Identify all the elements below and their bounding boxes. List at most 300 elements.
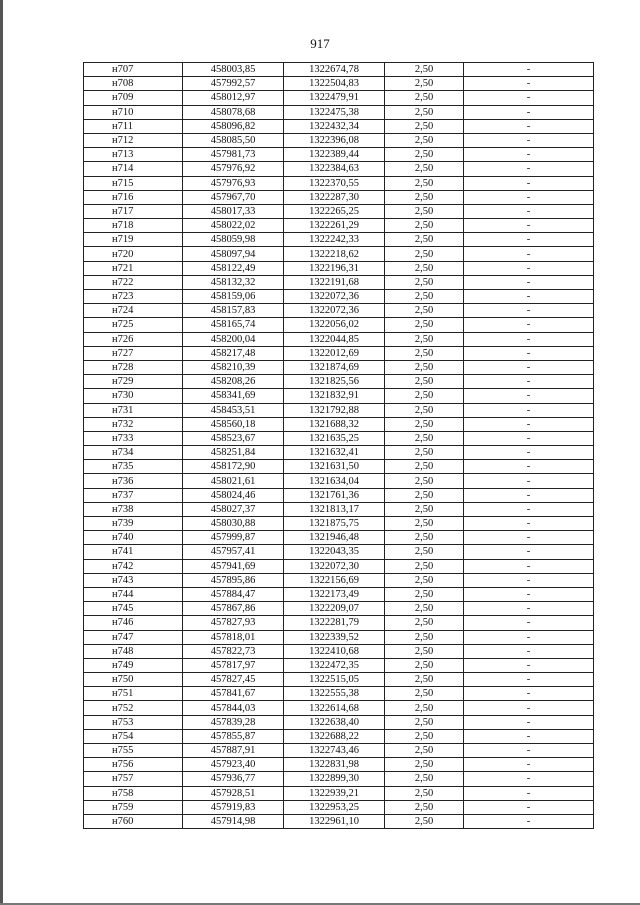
y-coordinate-cell: 1321688,32 (284, 417, 385, 431)
table-row (84, 616, 594, 630)
point-id-cell: н754 (84, 729, 183, 743)
note-cell: - (464, 502, 594, 516)
y-coordinate-cell: 1322012,69 (284, 346, 385, 360)
table-row (84, 233, 594, 247)
table-row (84, 105, 594, 119)
note-cell: - (464, 644, 594, 658)
y-coordinate-cell: 1321875,75 (284, 517, 385, 531)
error-cell: 2,50 (385, 474, 464, 488)
error-cell: 2,50 (385, 304, 464, 318)
x-coordinate-cell: 457867,86 (183, 602, 284, 616)
x-coordinate-cell: 458017,33 (183, 204, 284, 218)
note-cell: - (464, 119, 594, 133)
table-row (84, 772, 594, 786)
y-coordinate-cell: 1322515,05 (284, 673, 385, 687)
note-cell: - (464, 630, 594, 644)
table-row (84, 403, 594, 417)
table-row (84, 332, 594, 346)
note-cell: - (464, 446, 594, 460)
point-id-cell: н759 (84, 800, 183, 814)
y-coordinate-cell: 1322056,02 (284, 318, 385, 332)
point-id-cell: н720 (84, 247, 183, 261)
x-coordinate-cell: 458003,85 (183, 63, 284, 77)
y-coordinate-cell: 1322504,83 (284, 77, 385, 91)
point-id-cell: н750 (84, 673, 183, 687)
table-row (84, 431, 594, 445)
note-cell: - (464, 488, 594, 502)
y-coordinate-cell: 1322281,79 (284, 616, 385, 630)
point-id-cell: н727 (84, 346, 183, 360)
note-cell: - (464, 275, 594, 289)
x-coordinate-cell: 458078,68 (183, 105, 284, 119)
y-coordinate-cell: 1322638,40 (284, 715, 385, 729)
error-cell: 2,50 (385, 133, 464, 147)
x-coordinate-cell: 458560,18 (183, 417, 284, 431)
table-row (84, 261, 594, 275)
error-cell: 2,50 (385, 431, 464, 445)
table-row (84, 517, 594, 531)
point-id-cell: н735 (84, 460, 183, 474)
x-coordinate-cell: 457817,97 (183, 658, 284, 672)
error-cell: 2,50 (385, 673, 464, 687)
error-cell: 2,50 (385, 715, 464, 729)
x-coordinate-cell: 457941,69 (183, 559, 284, 573)
point-id-cell: н729 (84, 375, 183, 389)
note-cell: - (464, 517, 594, 531)
point-id-cell: н725 (84, 318, 183, 332)
point-id-cell: н713 (84, 148, 183, 162)
y-coordinate-cell: 1321635,25 (284, 431, 385, 445)
point-id-cell: н718 (84, 219, 183, 233)
note-cell: - (464, 290, 594, 304)
error-cell: 2,50 (385, 814, 464, 828)
note-cell: - (464, 474, 594, 488)
y-coordinate-cell: 1322953,25 (284, 800, 385, 814)
y-coordinate-cell: 1322196,31 (284, 261, 385, 275)
error-cell: 2,50 (385, 360, 464, 374)
note-cell: - (464, 460, 594, 474)
note-cell: - (464, 772, 594, 786)
y-coordinate-cell: 1322156,69 (284, 573, 385, 587)
x-coordinate-cell: 457976,92 (183, 162, 284, 176)
point-id-cell: н743 (84, 573, 183, 587)
y-coordinate-cell: 1322043,35 (284, 545, 385, 559)
table-row (84, 346, 594, 360)
x-coordinate-cell: 458157,83 (183, 304, 284, 318)
error-cell: 2,50 (385, 332, 464, 346)
x-coordinate-cell: 457992,57 (183, 77, 284, 91)
error-cell: 2,50 (385, 275, 464, 289)
error-cell: 2,50 (385, 658, 464, 672)
y-coordinate-cell: 1322475,38 (284, 105, 385, 119)
point-id-cell: н709 (84, 91, 183, 105)
x-coordinate-cell: 458172,90 (183, 460, 284, 474)
table-row (84, 786, 594, 800)
point-id-cell: н707 (84, 63, 183, 77)
note-cell: - (464, 247, 594, 261)
note-cell: - (464, 204, 594, 218)
x-coordinate-cell: 458022,02 (183, 219, 284, 233)
note-cell: - (464, 77, 594, 91)
error-cell: 2,50 (385, 630, 464, 644)
y-coordinate-cell: 1322209,07 (284, 602, 385, 616)
y-coordinate-cell: 1322743,46 (284, 744, 385, 758)
error-cell: 2,50 (385, 644, 464, 658)
error-cell: 2,50 (385, 105, 464, 119)
point-id-cell: н753 (84, 715, 183, 729)
error-cell: 2,50 (385, 758, 464, 772)
table-row (84, 318, 594, 332)
point-id-cell: н757 (84, 772, 183, 786)
table-row (84, 389, 594, 403)
table-row (84, 219, 594, 233)
point-id-cell: н712 (84, 133, 183, 147)
table-row (84, 304, 594, 318)
note-cell: - (464, 559, 594, 573)
note-cell: - (464, 332, 594, 346)
page-number: 917 (310, 36, 330, 51)
note-cell: - (464, 800, 594, 814)
error-cell: 2,50 (385, 247, 464, 261)
note-cell: - (464, 219, 594, 233)
error-cell: 2,50 (385, 403, 464, 417)
error-cell: 2,50 (385, 318, 464, 332)
note-cell: - (464, 304, 594, 318)
x-coordinate-cell: 458097,94 (183, 247, 284, 261)
note-cell: - (464, 233, 594, 247)
point-id-cell: н738 (84, 502, 183, 516)
point-id-cell: н747 (84, 630, 183, 644)
point-id-cell: н732 (84, 417, 183, 431)
table-row (84, 744, 594, 758)
table-row (84, 502, 594, 516)
error-cell: 2,50 (385, 701, 464, 715)
note-cell: - (464, 431, 594, 445)
table-row (84, 488, 594, 502)
note-cell: - (464, 346, 594, 360)
x-coordinate-cell: 457967,70 (183, 190, 284, 204)
error-cell: 2,50 (385, 531, 464, 545)
y-coordinate-cell: 1322072,36 (284, 304, 385, 318)
y-coordinate-cell: 1321832,91 (284, 389, 385, 403)
point-id-cell: н758 (84, 786, 183, 800)
point-id-cell: н716 (84, 190, 183, 204)
point-id-cell: н710 (84, 105, 183, 119)
y-coordinate-cell: 1322242,33 (284, 233, 385, 247)
point-id-cell: н726 (84, 332, 183, 346)
note-cell: - (464, 658, 594, 672)
x-coordinate-cell: 458024,46 (183, 488, 284, 502)
x-coordinate-cell: 457957,41 (183, 545, 284, 559)
y-coordinate-cell: 1322173,49 (284, 587, 385, 601)
y-coordinate-cell: 1321946,48 (284, 531, 385, 545)
y-coordinate-cell: 1321792,88 (284, 403, 385, 417)
note-cell: - (464, 715, 594, 729)
y-coordinate-cell: 1321813,17 (284, 502, 385, 516)
y-coordinate-cell: 1322261,29 (284, 219, 385, 233)
table-row (84, 644, 594, 658)
table-row (84, 531, 594, 545)
point-id-cell: н719 (84, 233, 183, 247)
note-cell: - (464, 687, 594, 701)
x-coordinate-cell: 458096,82 (183, 119, 284, 133)
table-row (84, 446, 594, 460)
table-row (84, 417, 594, 431)
x-coordinate-cell: 458523,67 (183, 431, 284, 445)
error-cell: 2,50 (385, 545, 464, 559)
note-cell: - (464, 360, 594, 374)
error-cell: 2,50 (385, 176, 464, 190)
x-coordinate-cell: 457844,03 (183, 701, 284, 715)
x-coordinate-cell: 458027,37 (183, 502, 284, 516)
x-coordinate-cell: 457887,91 (183, 744, 284, 758)
table-row (84, 460, 594, 474)
y-coordinate-cell: 1322191,68 (284, 275, 385, 289)
y-coordinate-cell: 1322831,98 (284, 758, 385, 772)
error-cell: 2,50 (385, 190, 464, 204)
x-coordinate-cell: 458012,97 (183, 91, 284, 105)
error-cell: 2,50 (385, 162, 464, 176)
x-coordinate-cell: 458200,04 (183, 332, 284, 346)
note-cell: - (464, 701, 594, 715)
x-coordinate-cell: 457855,87 (183, 729, 284, 743)
x-coordinate-cell: 458210,39 (183, 360, 284, 374)
note-cell: - (464, 148, 594, 162)
y-coordinate-cell: 1322410,68 (284, 644, 385, 658)
error-cell: 2,50 (385, 204, 464, 218)
y-coordinate-cell: 1322218,62 (284, 247, 385, 261)
table-row (84, 176, 594, 190)
point-id-cell: н736 (84, 474, 183, 488)
error-cell: 2,50 (385, 91, 464, 105)
x-coordinate-cell: 458132,32 (183, 275, 284, 289)
table-row (84, 190, 594, 204)
note-cell: - (464, 176, 594, 190)
note-cell: - (464, 673, 594, 687)
error-cell: 2,50 (385, 417, 464, 431)
table-row (84, 133, 594, 147)
table-row (84, 814, 594, 828)
table-row (84, 602, 594, 616)
x-coordinate-cell: 458453,51 (183, 403, 284, 417)
y-coordinate-cell: 1322939,21 (284, 786, 385, 800)
point-id-cell: н760 (84, 814, 183, 828)
y-coordinate-cell: 1321634,04 (284, 474, 385, 488)
error-cell: 2,50 (385, 517, 464, 531)
y-coordinate-cell: 1322072,30 (284, 559, 385, 573)
table-row (84, 77, 594, 91)
y-coordinate-cell: 1322479,91 (284, 91, 385, 105)
point-id-cell: н733 (84, 431, 183, 445)
x-coordinate-cell: 457923,40 (183, 758, 284, 772)
point-id-cell: н752 (84, 701, 183, 715)
error-cell: 2,50 (385, 77, 464, 91)
x-coordinate-cell: 457919,83 (183, 800, 284, 814)
x-coordinate-cell: 457999,87 (183, 531, 284, 545)
table-row (84, 375, 594, 389)
table-row (84, 360, 594, 374)
error-cell: 2,50 (385, 389, 464, 403)
point-id-cell: н751 (84, 687, 183, 701)
x-coordinate-cell: 457827,45 (183, 673, 284, 687)
error-cell: 2,50 (385, 290, 464, 304)
note-cell: - (464, 63, 594, 77)
table-row (84, 63, 594, 77)
error-cell: 2,50 (385, 616, 464, 630)
table-row (84, 658, 594, 672)
y-coordinate-cell: 1322265,25 (284, 204, 385, 218)
y-coordinate-cell: 1322396,08 (284, 133, 385, 147)
error-cell: 2,50 (385, 559, 464, 573)
error-cell: 2,50 (385, 119, 464, 133)
x-coordinate-cell: 457914,98 (183, 814, 284, 828)
table-row (84, 701, 594, 715)
table-row (84, 758, 594, 772)
point-id-cell: н740 (84, 531, 183, 545)
y-coordinate-cell: 1322688,22 (284, 729, 385, 743)
y-coordinate-cell: 1322384,63 (284, 162, 385, 176)
point-id-cell: н755 (84, 744, 183, 758)
error-cell: 2,50 (385, 446, 464, 460)
y-coordinate-cell: 1322287,30 (284, 190, 385, 204)
x-coordinate-cell: 457818,01 (183, 630, 284, 644)
point-id-cell: н746 (84, 616, 183, 630)
note-cell: - (464, 587, 594, 601)
table-row (84, 573, 594, 587)
y-coordinate-cell: 1322614,68 (284, 701, 385, 715)
error-cell: 2,50 (385, 63, 464, 77)
note-cell: - (464, 729, 594, 743)
note-cell: - (464, 786, 594, 800)
note-cell: - (464, 814, 594, 828)
point-id-cell: н737 (84, 488, 183, 502)
point-id-cell: н717 (84, 204, 183, 218)
y-coordinate-cell: 1322339,52 (284, 630, 385, 644)
y-coordinate-cell: 1321632,41 (284, 446, 385, 460)
error-cell: 2,50 (385, 587, 464, 601)
error-cell: 2,50 (385, 573, 464, 587)
table-row (84, 119, 594, 133)
note-cell: - (464, 162, 594, 176)
error-cell: 2,50 (385, 602, 464, 616)
y-coordinate-cell: 1322432,34 (284, 119, 385, 133)
point-id-cell: н711 (84, 119, 183, 133)
x-coordinate-cell: 457884,47 (183, 587, 284, 601)
y-coordinate-cell: 1321874,69 (284, 360, 385, 374)
point-id-cell: н744 (84, 587, 183, 601)
error-cell: 2,50 (385, 219, 464, 233)
x-coordinate-cell: 457981,73 (183, 148, 284, 162)
table-row (84, 204, 594, 218)
x-coordinate-cell: 457895,86 (183, 573, 284, 587)
point-id-cell: н728 (84, 360, 183, 374)
note-cell: - (464, 403, 594, 417)
error-cell: 2,50 (385, 375, 464, 389)
error-cell: 2,50 (385, 488, 464, 502)
point-id-cell: н731 (84, 403, 183, 417)
note-cell: - (464, 375, 594, 389)
y-coordinate-cell: 1322674,78 (284, 63, 385, 77)
table-row (84, 630, 594, 644)
y-coordinate-cell: 1322555,38 (284, 687, 385, 701)
point-id-cell: н739 (84, 517, 183, 531)
y-coordinate-cell: 1321761,36 (284, 488, 385, 502)
point-id-cell: н715 (84, 176, 183, 190)
point-id-cell: н714 (84, 162, 183, 176)
error-cell: 2,50 (385, 460, 464, 474)
y-coordinate-cell: 1322072,36 (284, 290, 385, 304)
table-row (84, 587, 594, 601)
y-coordinate-cell: 1322472,35 (284, 658, 385, 672)
point-id-cell: н756 (84, 758, 183, 772)
x-coordinate-cell: 457928,51 (183, 786, 284, 800)
point-id-cell: н749 (84, 658, 183, 672)
note-cell: - (464, 758, 594, 772)
note-cell: - (464, 105, 594, 119)
x-coordinate-cell: 457976,93 (183, 176, 284, 190)
point-id-cell: н721 (84, 261, 183, 275)
note-cell: - (464, 389, 594, 403)
table-row (84, 247, 594, 261)
error-cell: 2,50 (385, 786, 464, 800)
error-cell: 2,50 (385, 687, 464, 701)
note-cell: - (464, 91, 594, 105)
y-coordinate-cell: 1321825,56 (284, 375, 385, 389)
note-cell: - (464, 417, 594, 431)
error-cell: 2,50 (385, 261, 464, 275)
table-row (84, 162, 594, 176)
table-row (84, 545, 594, 559)
note-cell: - (464, 616, 594, 630)
x-coordinate-cell: 457936,77 (183, 772, 284, 786)
point-id-cell: н723 (84, 290, 183, 304)
error-cell: 2,50 (385, 800, 464, 814)
table-row (84, 729, 594, 743)
y-coordinate-cell: 1322044,85 (284, 332, 385, 346)
y-coordinate-cell: 1321631,50 (284, 460, 385, 474)
error-cell: 2,50 (385, 148, 464, 162)
table-body (84, 63, 594, 829)
x-coordinate-cell: 458021,61 (183, 474, 284, 488)
note-cell: - (464, 744, 594, 758)
y-coordinate-cell: 1322389,44 (284, 148, 385, 162)
scan-edge-left (0, 0, 3, 905)
x-coordinate-cell: 457841,67 (183, 687, 284, 701)
point-id-cell: н734 (84, 446, 183, 460)
note-cell: - (464, 573, 594, 587)
note-cell: - (464, 545, 594, 559)
point-id-cell: н741 (84, 545, 183, 559)
y-coordinate-cell: 1322961,10 (284, 814, 385, 828)
table-row (84, 800, 594, 814)
table-row (84, 474, 594, 488)
x-coordinate-cell: 458085,50 (183, 133, 284, 147)
point-id-cell: н748 (84, 644, 183, 658)
note-cell: - (464, 261, 594, 275)
error-cell: 2,50 (385, 772, 464, 786)
y-coordinate-cell: 1322899,30 (284, 772, 385, 786)
table-row (84, 559, 594, 573)
x-coordinate-cell: 458059,98 (183, 233, 284, 247)
note-cell: - (464, 133, 594, 147)
error-cell: 2,50 (385, 346, 464, 360)
error-cell: 2,50 (385, 233, 464, 247)
error-cell: 2,50 (385, 744, 464, 758)
x-coordinate-cell: 457822,73 (183, 644, 284, 658)
x-coordinate-cell: 458217,48 (183, 346, 284, 360)
x-coordinate-cell: 458251,84 (183, 446, 284, 460)
table-row (84, 148, 594, 162)
